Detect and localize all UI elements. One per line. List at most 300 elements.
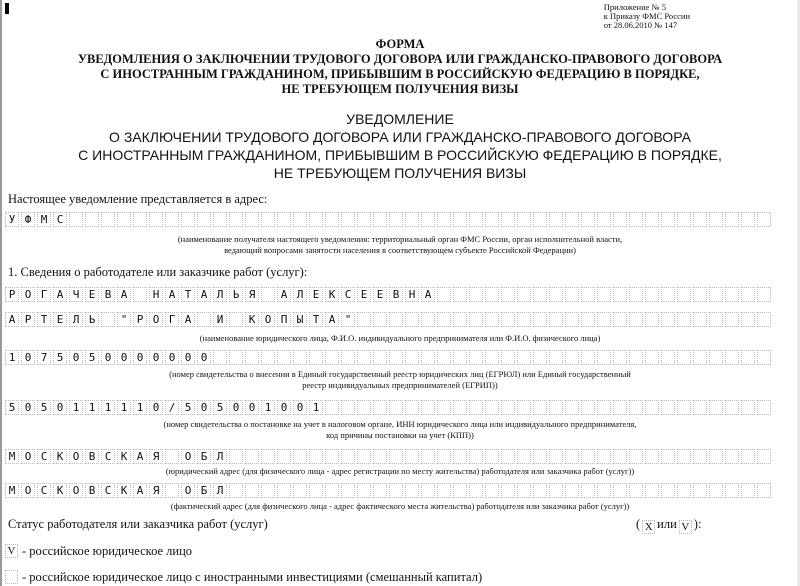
- char-cell[interactable]: [533, 287, 547, 302]
- char-cell[interactable]: 0: [53, 400, 67, 415]
- char-cell[interactable]: [453, 449, 467, 464]
- char-cell[interactable]: О: [21, 287, 35, 302]
- char-cell[interactable]: [437, 312, 451, 327]
- char-cell[interactable]: [597, 483, 611, 498]
- char-cell[interactable]: [245, 483, 259, 498]
- char-cell[interactable]: В: [389, 287, 403, 302]
- char-cell[interactable]: [709, 312, 723, 327]
- char-cell[interactable]: А: [53, 287, 67, 302]
- char-cell[interactable]: [277, 483, 291, 498]
- char-cell[interactable]: 7: [37, 350, 51, 365]
- char-cell[interactable]: [437, 287, 451, 302]
- char-cell[interactable]: [661, 212, 675, 227]
- char-cell[interactable]: [229, 212, 243, 227]
- char-cell[interactable]: А: [421, 287, 435, 302]
- char-cell[interactable]: [469, 212, 483, 227]
- char-cell[interactable]: [645, 312, 659, 327]
- char-cell[interactable]: [405, 312, 419, 327]
- char-cell[interactable]: [677, 449, 691, 464]
- char-cell[interactable]: [629, 287, 643, 302]
- char-cell[interactable]: 0: [197, 400, 211, 415]
- char-cell[interactable]: [581, 312, 595, 327]
- char-cell[interactable]: [709, 350, 723, 365]
- char-cell[interactable]: ": [341, 312, 355, 327]
- char-cell[interactable]: [389, 312, 403, 327]
- char-cell[interactable]: [709, 449, 723, 464]
- char-cell[interactable]: [165, 212, 179, 227]
- char-cell[interactable]: [133, 287, 147, 302]
- char-cell[interactable]: 5: [213, 400, 227, 415]
- char-cell[interactable]: Е: [373, 287, 387, 302]
- char-cell[interactable]: [645, 400, 659, 415]
- char-cell[interactable]: [613, 312, 627, 327]
- char-cell[interactable]: [373, 350, 387, 365]
- char-cell[interactable]: [501, 287, 515, 302]
- char-cell[interactable]: [581, 350, 595, 365]
- char-cell[interactable]: Е: [85, 287, 99, 302]
- char-cell[interactable]: У: [5, 212, 19, 227]
- char-cell[interactable]: [101, 212, 115, 227]
- char-cell[interactable]: [517, 287, 531, 302]
- char-cell[interactable]: [261, 483, 275, 498]
- char-cell[interactable]: [325, 212, 339, 227]
- char-cell[interactable]: [549, 312, 563, 327]
- char-cell[interactable]: ": [117, 312, 131, 327]
- char-cell[interactable]: [533, 483, 547, 498]
- char-cell[interactable]: О: [21, 449, 35, 464]
- char-cell[interactable]: [405, 400, 419, 415]
- char-cell[interactable]: [661, 483, 675, 498]
- char-cell[interactable]: [629, 212, 643, 227]
- char-cell[interactable]: Л: [213, 287, 227, 302]
- char-cell[interactable]: К: [245, 312, 259, 327]
- char-cell[interactable]: [485, 350, 499, 365]
- char-cell[interactable]: С: [101, 449, 115, 464]
- char-cell[interactable]: [741, 287, 755, 302]
- char-cell[interactable]: 5: [5, 400, 19, 415]
- char-cell[interactable]: 0: [277, 400, 291, 415]
- char-cell[interactable]: [629, 483, 643, 498]
- char-cell[interactable]: [485, 287, 499, 302]
- char-cell[interactable]: [277, 212, 291, 227]
- char-cell[interactable]: [677, 483, 691, 498]
- char-cell[interactable]: Л: [213, 483, 227, 498]
- char-cell[interactable]: [741, 312, 755, 327]
- char-cell[interactable]: 1: [5, 350, 19, 365]
- char-cell[interactable]: Я: [149, 449, 163, 464]
- char-cell[interactable]: [469, 287, 483, 302]
- char-cell[interactable]: [517, 312, 531, 327]
- char-cell[interactable]: А: [181, 312, 195, 327]
- char-cell[interactable]: [437, 350, 451, 365]
- char-cell[interactable]: [645, 212, 659, 227]
- char-cell[interactable]: [453, 483, 467, 498]
- char-cell[interactable]: А: [5, 312, 19, 327]
- char-cell[interactable]: [597, 449, 611, 464]
- char-cell[interactable]: [693, 287, 707, 302]
- char-cell[interactable]: [405, 350, 419, 365]
- char-cell[interactable]: 0: [293, 400, 307, 415]
- char-cell[interactable]: [325, 483, 339, 498]
- char-cell[interactable]: [725, 212, 739, 227]
- char-cell[interactable]: [629, 400, 643, 415]
- char-cell[interactable]: Е: [357, 287, 371, 302]
- char-cell[interactable]: [453, 312, 467, 327]
- char-cell[interactable]: [645, 350, 659, 365]
- char-cell[interactable]: [677, 312, 691, 327]
- char-cell[interactable]: Б: [197, 449, 211, 464]
- char-cell[interactable]: [613, 483, 627, 498]
- char-cell[interactable]: М: [5, 449, 19, 464]
- char-cell[interactable]: [117, 212, 131, 227]
- char-cell[interactable]: [165, 483, 179, 498]
- char-cell[interactable]: 0: [21, 400, 35, 415]
- char-cell[interactable]: [389, 400, 403, 415]
- char-cell[interactable]: Я: [245, 287, 259, 302]
- char-cell[interactable]: [197, 212, 211, 227]
- char-cell[interactable]: [741, 350, 755, 365]
- char-cell[interactable]: [629, 312, 643, 327]
- char-cell[interactable]: [501, 400, 515, 415]
- char-cell[interactable]: 0: [21, 350, 35, 365]
- char-cell[interactable]: Р: [133, 312, 147, 327]
- char-cell[interactable]: [373, 449, 387, 464]
- char-cell[interactable]: [357, 400, 371, 415]
- char-cell[interactable]: [261, 350, 275, 365]
- char-cell[interactable]: М: [37, 212, 51, 227]
- char-cell[interactable]: [533, 312, 547, 327]
- char-cell[interactable]: К: [53, 449, 67, 464]
- char-cell[interactable]: [373, 400, 387, 415]
- char-cell[interactable]: [485, 483, 499, 498]
- char-cell[interactable]: К: [117, 483, 131, 498]
- char-cell[interactable]: [629, 350, 643, 365]
- char-cell[interactable]: С: [53, 212, 67, 227]
- char-cell[interactable]: [261, 449, 275, 464]
- char-cell[interactable]: [245, 449, 259, 464]
- char-cell[interactable]: [757, 400, 771, 415]
- char-cell[interactable]: 1: [85, 400, 99, 415]
- char-cell[interactable]: [565, 400, 579, 415]
- char-cell[interactable]: [501, 312, 515, 327]
- char-cell[interactable]: [373, 312, 387, 327]
- char-cell[interactable]: [517, 483, 531, 498]
- char-cell[interactable]: [437, 212, 451, 227]
- char-cell[interactable]: [757, 449, 771, 464]
- char-cell[interactable]: [613, 212, 627, 227]
- char-cell[interactable]: А: [133, 449, 147, 464]
- char-cell[interactable]: [133, 212, 147, 227]
- char-cell[interactable]: [757, 483, 771, 498]
- char-cell[interactable]: О: [149, 312, 163, 327]
- char-cell[interactable]: [421, 483, 435, 498]
- char-cell[interactable]: Л: [293, 287, 307, 302]
- char-cell[interactable]: [341, 483, 355, 498]
- char-cell[interactable]: Я: [149, 483, 163, 498]
- char-cell[interactable]: [741, 400, 755, 415]
- char-cell[interactable]: [517, 350, 531, 365]
- char-cell[interactable]: [421, 449, 435, 464]
- char-cell[interactable]: [405, 212, 419, 227]
- char-cell[interactable]: [325, 350, 339, 365]
- char-cell[interactable]: [693, 449, 707, 464]
- char-cell[interactable]: [597, 350, 611, 365]
- char-cell[interactable]: [469, 400, 483, 415]
- char-cell[interactable]: [549, 400, 563, 415]
- char-cell[interactable]: [533, 212, 547, 227]
- char-cell[interactable]: Ь: [229, 287, 243, 302]
- char-cell[interactable]: 0: [197, 350, 211, 365]
- char-cell[interactable]: 1: [101, 400, 115, 415]
- char-cell[interactable]: Л: [213, 449, 227, 464]
- char-cell[interactable]: [677, 212, 691, 227]
- char-cell[interactable]: [725, 483, 739, 498]
- char-cell[interactable]: [757, 350, 771, 365]
- char-cell[interactable]: [293, 212, 307, 227]
- char-cell[interactable]: В: [101, 287, 115, 302]
- char-cell[interactable]: 0: [101, 350, 115, 365]
- char-cell[interactable]: [581, 449, 595, 464]
- char-cell[interactable]: [581, 212, 595, 227]
- char-cell[interactable]: А: [165, 287, 179, 302]
- char-cell[interactable]: [549, 287, 563, 302]
- char-cell[interactable]: [597, 212, 611, 227]
- char-cell[interactable]: [373, 212, 387, 227]
- char-cell[interactable]: [517, 449, 531, 464]
- char-cell[interactable]: [421, 212, 435, 227]
- char-cell[interactable]: [517, 400, 531, 415]
- char-cell[interactable]: [677, 287, 691, 302]
- char-cell[interactable]: [581, 400, 595, 415]
- char-cell[interactable]: [213, 350, 227, 365]
- char-cell[interactable]: О: [69, 449, 83, 464]
- char-cell[interactable]: [645, 483, 659, 498]
- char-cell[interactable]: О: [69, 483, 83, 498]
- char-cell[interactable]: 0: [229, 400, 243, 415]
- char-cell[interactable]: [725, 287, 739, 302]
- char-cell[interactable]: С: [37, 483, 51, 498]
- char-cell[interactable]: [549, 449, 563, 464]
- char-cell[interactable]: 5: [53, 350, 67, 365]
- char-cell[interactable]: А: [197, 287, 211, 302]
- char-cell[interactable]: Ь: [85, 312, 99, 327]
- char-cell[interactable]: [533, 449, 547, 464]
- char-cell[interactable]: [613, 400, 627, 415]
- char-cell[interactable]: [741, 212, 755, 227]
- char-cell[interactable]: [693, 212, 707, 227]
- char-cell[interactable]: [517, 212, 531, 227]
- char-cell[interactable]: [565, 312, 579, 327]
- status-option-2-checkbox[interactable]: [5, 570, 18, 584]
- char-cell[interactable]: [485, 212, 499, 227]
- char-cell[interactable]: [389, 449, 403, 464]
- char-cell[interactable]: А: [277, 287, 291, 302]
- char-cell[interactable]: Р: [21, 312, 35, 327]
- char-cell[interactable]: 1: [117, 400, 131, 415]
- char-cell[interactable]: [533, 350, 547, 365]
- char-cell[interactable]: О: [21, 483, 35, 498]
- char-cell[interactable]: Ф: [21, 212, 35, 227]
- char-cell[interactable]: [389, 350, 403, 365]
- char-cell[interactable]: [373, 483, 387, 498]
- char-cell[interactable]: [693, 312, 707, 327]
- char-cell[interactable]: [693, 483, 707, 498]
- char-cell[interactable]: [325, 449, 339, 464]
- char-cell[interactable]: [645, 449, 659, 464]
- char-cell[interactable]: [597, 400, 611, 415]
- char-cell[interactable]: [501, 350, 515, 365]
- char-cell[interactable]: [389, 212, 403, 227]
- char-cell[interactable]: С: [101, 483, 115, 498]
- char-cell[interactable]: 0: [133, 350, 147, 365]
- char-cell[interactable]: [565, 483, 579, 498]
- char-cell[interactable]: 0: [245, 400, 259, 415]
- char-cell[interactable]: [677, 400, 691, 415]
- char-cell[interactable]: Л: [69, 312, 83, 327]
- char-cell[interactable]: [565, 212, 579, 227]
- char-cell[interactable]: [485, 312, 499, 327]
- char-cell[interactable]: 1: [69, 400, 83, 415]
- char-cell[interactable]: [341, 212, 355, 227]
- char-cell[interactable]: К: [53, 483, 67, 498]
- char-cell[interactable]: И: [213, 312, 227, 327]
- char-cell[interactable]: А: [117, 287, 131, 302]
- char-cell[interactable]: [501, 483, 515, 498]
- char-cell[interactable]: Г: [165, 312, 179, 327]
- char-cell[interactable]: С: [37, 449, 51, 464]
- char-cell[interactable]: [229, 449, 243, 464]
- char-cell[interactable]: [549, 483, 563, 498]
- char-cell[interactable]: [421, 350, 435, 365]
- char-cell[interactable]: [453, 350, 467, 365]
- char-cell[interactable]: [293, 483, 307, 498]
- char-cell[interactable]: [757, 312, 771, 327]
- char-cell[interactable]: [661, 449, 675, 464]
- char-cell[interactable]: [309, 350, 323, 365]
- char-cell[interactable]: Т: [309, 312, 323, 327]
- char-cell[interactable]: [325, 400, 339, 415]
- char-cell[interactable]: [229, 350, 243, 365]
- char-cell[interactable]: [437, 483, 451, 498]
- char-cell[interactable]: [501, 212, 515, 227]
- char-cell[interactable]: [565, 449, 579, 464]
- char-cell[interactable]: [709, 287, 723, 302]
- char-cell[interactable]: Е: [53, 312, 67, 327]
- char-cell[interactable]: [453, 287, 467, 302]
- char-cell[interactable]: [549, 350, 563, 365]
- char-cell[interactable]: 1: [309, 400, 323, 415]
- char-cell[interactable]: [69, 212, 83, 227]
- char-cell[interactable]: [181, 212, 195, 227]
- char-cell[interactable]: [277, 350, 291, 365]
- char-cell[interactable]: [693, 400, 707, 415]
- char-cell[interactable]: [437, 400, 451, 415]
- char-cell[interactable]: С: [341, 287, 355, 302]
- char-cell[interactable]: [453, 400, 467, 415]
- char-cell[interactable]: [165, 449, 179, 464]
- char-cell[interactable]: М: [5, 483, 19, 498]
- char-cell[interactable]: [309, 483, 323, 498]
- char-cell[interactable]: [677, 350, 691, 365]
- char-cell[interactable]: [357, 312, 371, 327]
- char-cell[interactable]: [533, 400, 547, 415]
- char-cell[interactable]: [357, 212, 371, 227]
- char-cell[interactable]: [629, 449, 643, 464]
- char-cell[interactable]: Б: [197, 483, 211, 498]
- char-cell[interactable]: [341, 350, 355, 365]
- char-cell[interactable]: К: [325, 287, 339, 302]
- char-cell[interactable]: О: [261, 312, 275, 327]
- char-cell[interactable]: [357, 350, 371, 365]
- char-cell[interactable]: [293, 449, 307, 464]
- char-cell[interactable]: [149, 212, 163, 227]
- char-cell[interactable]: 5: [181, 400, 195, 415]
- char-cell[interactable]: [245, 350, 259, 365]
- char-cell[interactable]: А: [325, 312, 339, 327]
- char-cell[interactable]: 5: [37, 400, 51, 415]
- char-cell[interactable]: [213, 212, 227, 227]
- char-cell[interactable]: [549, 212, 563, 227]
- char-cell[interactable]: [597, 287, 611, 302]
- char-cell[interactable]: [261, 212, 275, 227]
- char-cell[interactable]: [197, 312, 211, 327]
- char-cell[interactable]: [661, 287, 675, 302]
- char-cell[interactable]: [741, 483, 755, 498]
- char-cell[interactable]: [357, 483, 371, 498]
- char-cell[interactable]: [245, 212, 259, 227]
- char-cell[interactable]: [757, 212, 771, 227]
- char-cell[interactable]: [469, 350, 483, 365]
- char-cell[interactable]: [741, 449, 755, 464]
- char-cell[interactable]: [565, 287, 579, 302]
- char-cell[interactable]: [261, 287, 275, 302]
- char-cell[interactable]: [693, 350, 707, 365]
- char-cell[interactable]: К: [117, 449, 131, 464]
- char-cell[interactable]: 0: [181, 350, 195, 365]
- char-cell[interactable]: Р: [5, 287, 19, 302]
- char-cell[interactable]: [725, 449, 739, 464]
- char-cell[interactable]: Н: [405, 287, 419, 302]
- char-cell[interactable]: [501, 449, 515, 464]
- char-cell[interactable]: О: [181, 449, 195, 464]
- char-cell[interactable]: [229, 483, 243, 498]
- char-cell[interactable]: 0: [149, 400, 163, 415]
- char-cell[interactable]: [405, 483, 419, 498]
- char-cell[interactable]: [485, 400, 499, 415]
- char-cell[interactable]: 0: [117, 350, 131, 365]
- char-cell[interactable]: Ч: [69, 287, 83, 302]
- char-cell[interactable]: /: [165, 400, 179, 415]
- char-cell[interactable]: [469, 312, 483, 327]
- char-cell[interactable]: [309, 212, 323, 227]
- char-cell[interactable]: [453, 212, 467, 227]
- char-cell[interactable]: [357, 449, 371, 464]
- char-cell[interactable]: 0: [69, 350, 83, 365]
- char-cell[interactable]: [661, 350, 675, 365]
- char-cell[interactable]: [725, 312, 739, 327]
- char-cell[interactable]: Н: [149, 287, 163, 302]
- char-cell[interactable]: [661, 400, 675, 415]
- char-cell[interactable]: [597, 312, 611, 327]
- char-cell[interactable]: Ы: [293, 312, 307, 327]
- char-cell[interactable]: [725, 400, 739, 415]
- char-cell[interactable]: [661, 312, 675, 327]
- char-cell[interactable]: [613, 287, 627, 302]
- char-cell[interactable]: [229, 312, 243, 327]
- char-cell[interactable]: В: [85, 483, 99, 498]
- char-cell[interactable]: [645, 287, 659, 302]
- char-cell[interactable]: 0: [165, 350, 179, 365]
